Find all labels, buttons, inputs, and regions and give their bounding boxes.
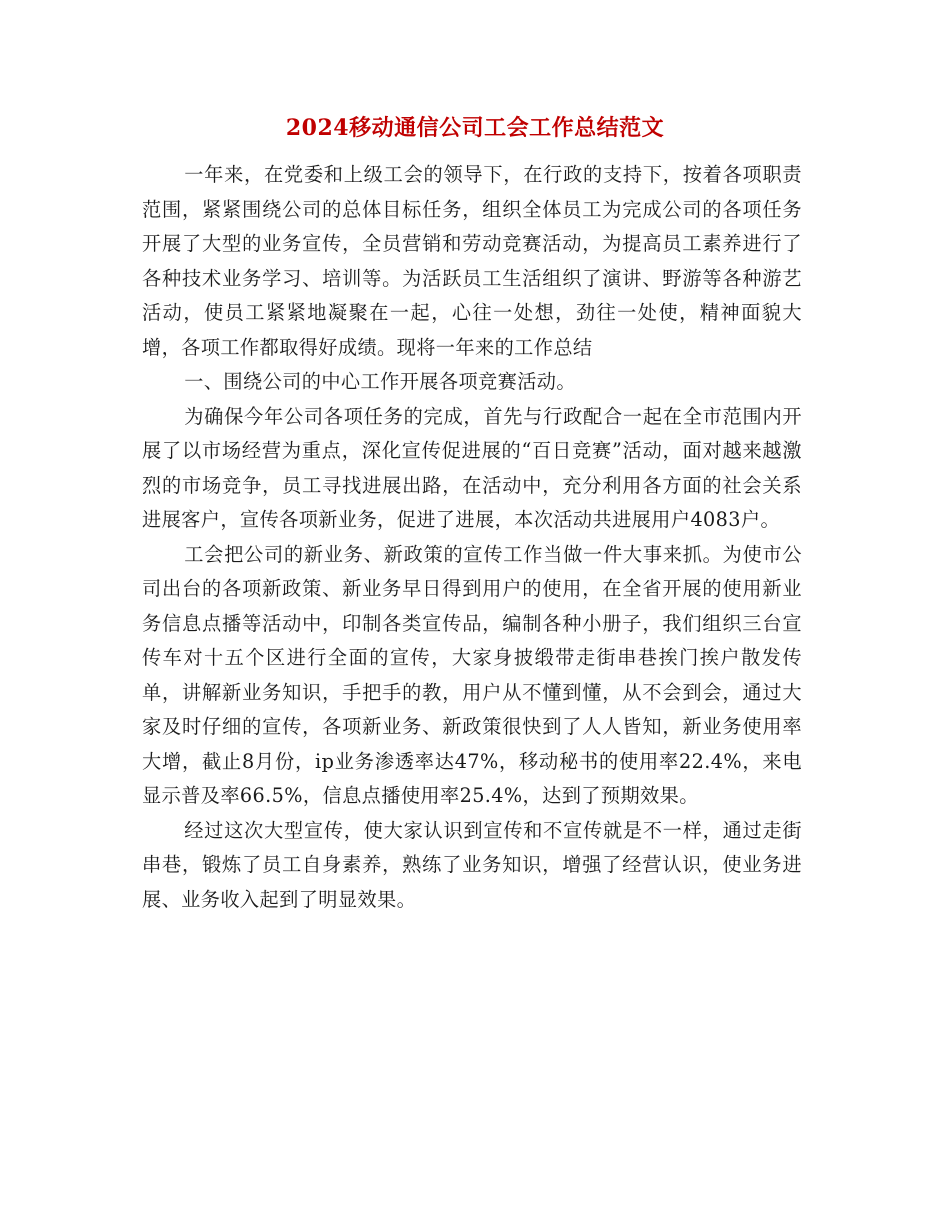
document-body [142,158,802,917]
paragraph-promotion: 工会把公司的新业务、新政策的宣传工作当做一件大事来抓。为使市公司出台的各项新政策、新业务早日得到用户的使用，在全省开展的使用新业务信息点播等活动中，印制各类宣传品，编制各种小册子，我们组织三台宣传车对十五个区进行全面的宣传，大家身披缎带走街串巷挨门挨户散发传单，讲解新业务知识，手把手的教，用户从不懂到懂，从不会到会，通过大家及时仔细的宣传，各项新业务、新政策很快到了人人皆知，新业务使用率大增，截止8月份，ip业务渗透率达47%，移动秘书的使用率22.4%，来电显示普及率66.5%，信息点播使用率25.4%，达到了预期效果。 [142,542,802,807]
paragraph-competition: 为确保今年公司各项任务的完成，首先与行政配合一起在全市范围内开展了以市场经营为重点，深化宣传促进展的“百日竞赛”活动，面对越来越激烈的市场竞争，员工寻找进展出路，在活动中，充分利用各方面的社会关系进展客户，宣传各项新业务，促进了进展，本次活动共进展用户4083户。 [142,404,802,531]
paragraph-section-heading: 一、围绕公司的中心工作开展各项竞赛活动。 [184,370,576,393]
paragraph-result: 经过这次大型宣传，使大家认识到宣传和不宣传就是不一样，通过走街串巷，锻炼了员工自身素养，熟练了业务知识，增强了经营认识，使业务进展、业务收入起到了明显效果。 [142,818,802,911]
paragraph-intro: 一年来，在党委和上级工会的领导下，在行政的支持下，按着各项职责范围，紧紧围绕公司的总体目标任务，组织全体员工为完成公司的各项任务开展了大型的业务宣传，全员营销和劳动竞赛活动，为提高员工素养进行了各种技术业务学习、培训等。为活跃员工生活组织了演讲、野游等各种游艺活动，使员工紧紧地凝聚在一起，心往一处想，劲往一处使，精神面貌大增，各项工作都取得好成绩。现将一年来的工作总结 [142,163,802,359]
document-title: 2024移动通信公司工会工作总结范文 [285,115,665,141]
